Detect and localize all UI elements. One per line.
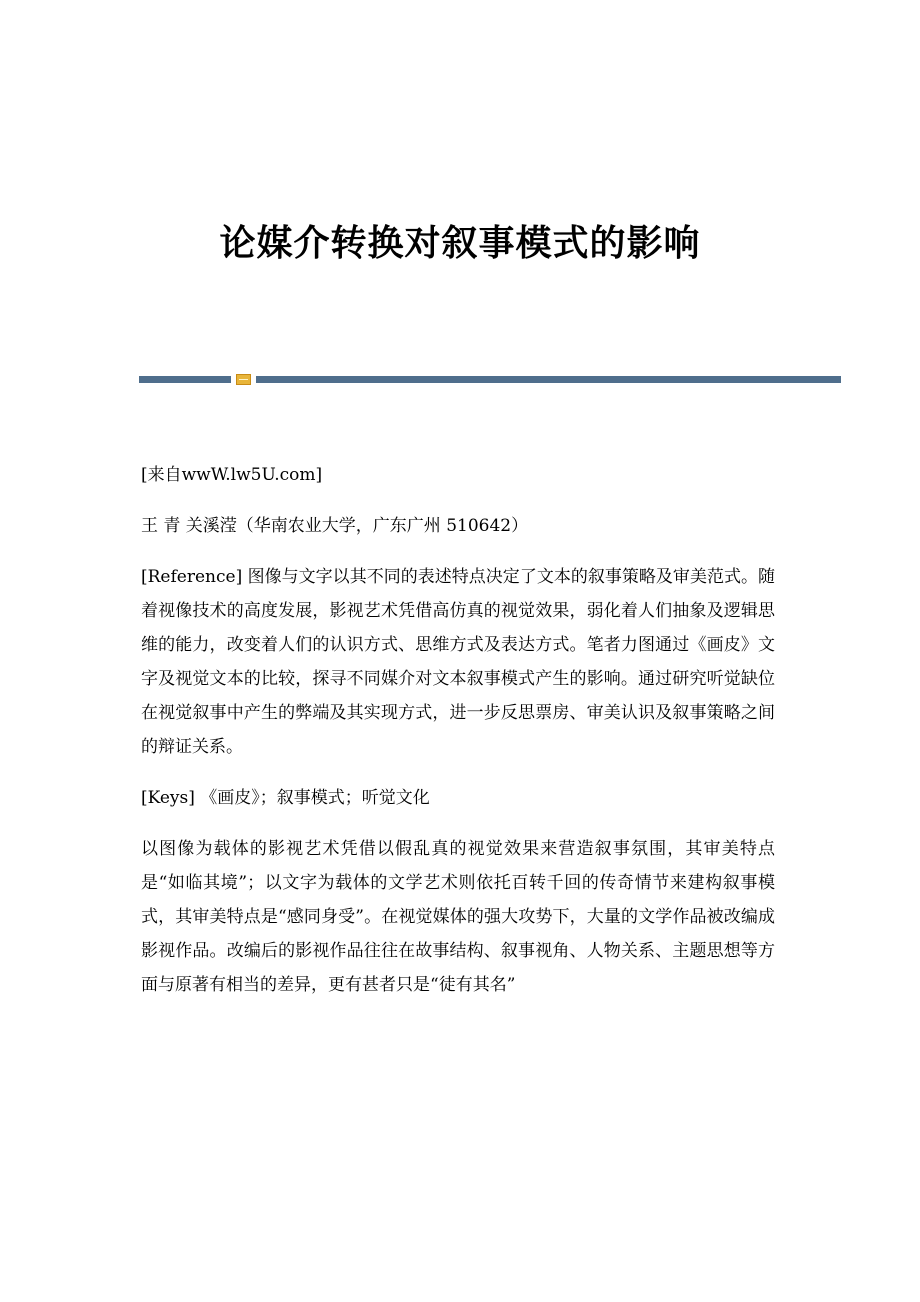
title-divider [139,374,841,384]
divider-bar-left [139,376,231,383]
source-line: [来自wwW.lw5U.com] [141,465,323,485]
abstract-text: 图像与文字以其不同的表述特点决定了文本的叙事策略及审美范式。随着视像技术的高度发展，影视艺术凭借高仿真的视觉效果，弱化着人们抽象及逻辑思维的能力，改变着人们的认识方式、思维方式及表达方式。笔者力图通过《画皮》文字及视觉文本的比较，探寻不同媒介对文本叙事模式产生的影响。通过研究听觉缺位在视觉叙事中产生的弊端及其实现方式，进一步反思票房、审美认识及叙事策略之间的辩证关系。 [141,567,775,757]
article-title: 论媒介转换对叙事模式的影响 [219,222,701,264]
body-paragraph: 以图像为载体的影视艺术凭借以假乱真的视觉效果来营造叙事氛围，其审美特点是“如临其境”；以文字为载体的文学艺术则依托百转千回的传奇情节来建构叙事模式，其审美特点是“感同身受”。在视觉媒体的强大攻势下，大量的文学作品被改编成影视作品。改编后的影视作品往往在故事结构、叙事视角、人物关系、主题思想等方面与原著有相当的差异，更有甚者只是“徒有其名” [141,839,775,995]
divider-ornament-icon [236,374,251,385]
article-body [141,458,775,1019]
keywords-paragraph [141,781,775,815]
keywords-label: [Keys] [141,788,195,808]
abstract-label: [Reference] [141,567,243,587]
divider-bar-right [256,376,841,383]
keywords-text: 《画皮》；叙事模式；听觉文化 [194,788,430,808]
author-line: 王 青 关溪滢（华南农业大学，广东广州 510642） [141,516,529,536]
abstract-paragraph [141,560,775,764]
